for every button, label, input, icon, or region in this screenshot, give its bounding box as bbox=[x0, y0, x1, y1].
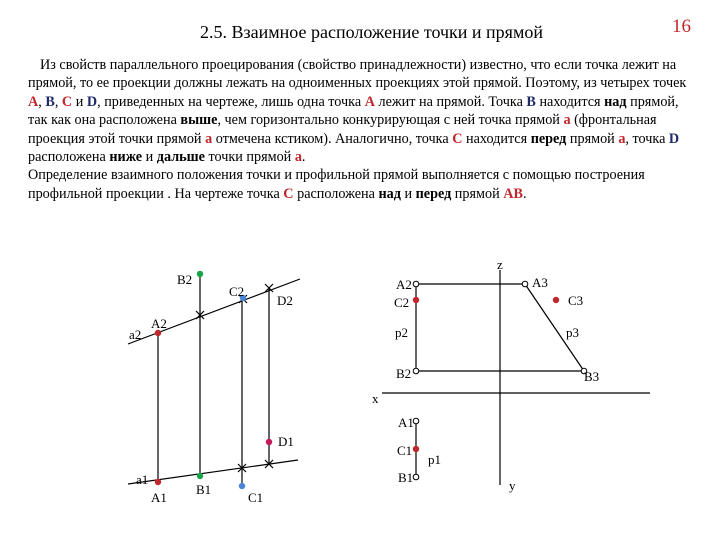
line-a1 bbox=[128, 460, 298, 484]
label-y: y bbox=[509, 478, 516, 493]
point-B1-right bbox=[413, 474, 419, 480]
left-diagram bbox=[128, 275, 300, 486]
page-number: 16 bbox=[672, 16, 691, 37]
right-labels bbox=[372, 257, 599, 493]
point-D1 bbox=[266, 439, 272, 445]
label-A1-right: A1 bbox=[398, 415, 414, 430]
label-a1: a1 bbox=[136, 472, 149, 487]
label-x: x bbox=[372, 391, 379, 406]
label-C2-right: C2 bbox=[394, 295, 410, 310]
label-B2-right: B2 bbox=[396, 366, 412, 381]
paragraph-1: Из свойств параллельного проецирования (свойство принадлежности) известно, что если точка лежит на прямой, то ее проекции должны лежать на одноименных проекциях этой прямой. Поэтому, из четырех точек А, В, С и D, приведенных на чертеже, лишь одна точка А лежит на прямой. Точка В находится над прямой, так как она расположена выше, чем горизонтально конкурирующая с ней точка прямой а (фронтальная проекция этой точки прямой а отмечена кстиком). Аналогично, точка С находится перед прямой а, точка D расположена ниже и дальше точки прямой а. bbox=[28, 57, 687, 166]
label-D1: D1 bbox=[278, 434, 294, 449]
label-A2-right: A2 bbox=[396, 277, 412, 292]
point-C2-right bbox=[413, 297, 419, 303]
line-a2 bbox=[128, 279, 300, 344]
right-diagram bbox=[382, 270, 650, 485]
point-C1 bbox=[239, 483, 245, 489]
point-B2 bbox=[197, 271, 203, 277]
cross-marks bbox=[196, 284, 273, 472]
label-p3: p3 bbox=[566, 325, 579, 340]
label-a2: a2 bbox=[129, 327, 142, 342]
label-B1-right: B1 bbox=[398, 470, 414, 485]
point-B1 bbox=[197, 473, 203, 479]
point-C3 bbox=[553, 297, 559, 303]
label-p2: p2 bbox=[395, 325, 408, 340]
point-C1-right bbox=[413, 446, 419, 452]
label-C1: C1 bbox=[248, 490, 264, 505]
label-z: z bbox=[497, 257, 503, 272]
label-C3: C3 bbox=[568, 293, 584, 308]
label-B1: B1 bbox=[196, 482, 212, 497]
label-C1-right: C1 bbox=[397, 443, 413, 458]
label-B2: B2 bbox=[177, 272, 193, 287]
point-A1-right bbox=[413, 418, 419, 424]
label-C2: C2 bbox=[229, 284, 245, 299]
label-A3: A3 bbox=[532, 275, 548, 290]
label-B3: B3 bbox=[584, 369, 600, 384]
point-A2-right bbox=[413, 281, 419, 287]
label-A1: A1 bbox=[151, 490, 167, 505]
label-A2: A2 bbox=[151, 316, 167, 331]
page-title: 2.5. Взаимное расположение точки и прямой bbox=[200, 22, 543, 42]
paragraph-2: Определение взаимного положения точки и профильной прямой выполняется с помощью построения профильной проекции . На чертеже точка С расположена над и перед прямой АВ. bbox=[28, 167, 645, 202]
point-A3 bbox=[522, 281, 528, 287]
point-A1 bbox=[155, 479, 161, 485]
label-D2: D2 bbox=[277, 293, 293, 308]
label-p1: p1 bbox=[428, 452, 441, 467]
left-points bbox=[155, 271, 272, 489]
point-B2-right bbox=[413, 368, 419, 374]
